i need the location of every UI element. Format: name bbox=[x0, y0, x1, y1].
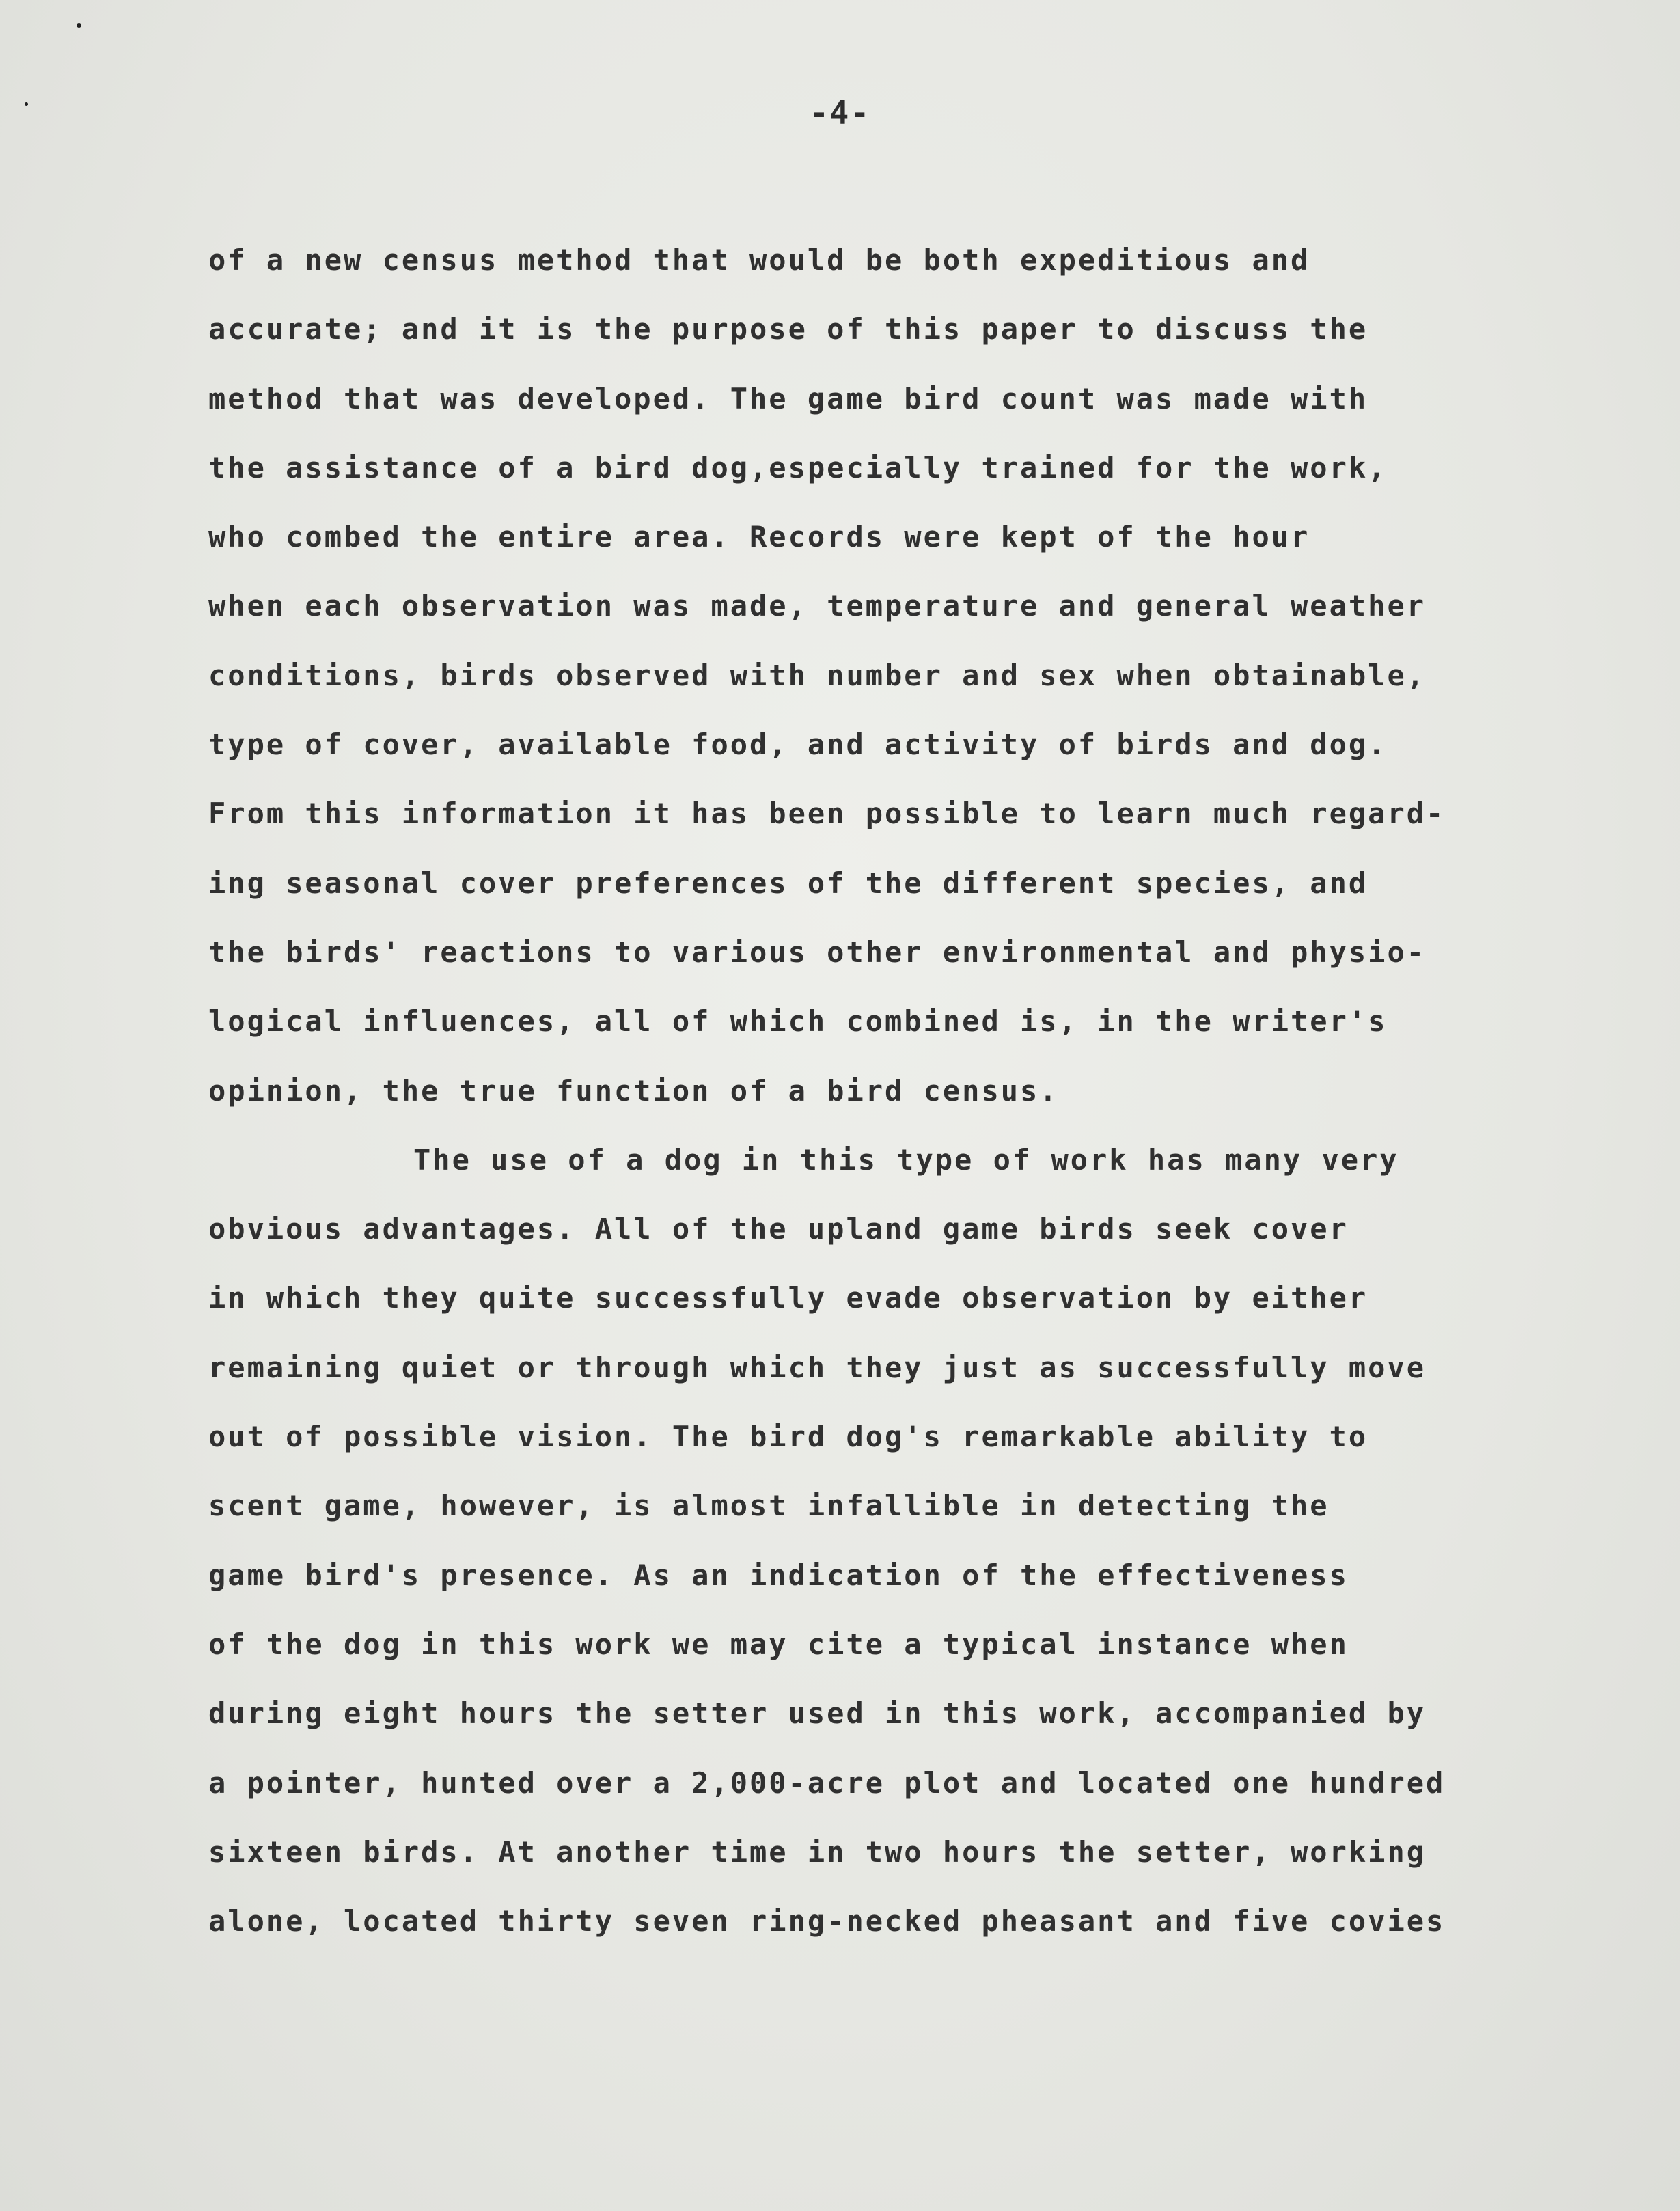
text-line: sixteen birds. At another time in two hours the setter, working bbox=[208, 1835, 1427, 1869]
text-line: during eight hours the setter used in this work, accompanied by bbox=[208, 1697, 1427, 1731]
text-line: logical influences, all of which combined is, in the writer's bbox=[208, 1004, 1388, 1039]
text-line: when each observation was made, temperature and general weather bbox=[208, 589, 1427, 623]
text-line: conditions, birds observed with number and sex when obtainable, bbox=[208, 658, 1427, 692]
text-line: of a new census method that would be both expeditious and bbox=[208, 243, 1310, 277]
text-line: method that was developed. The game bird count was made with bbox=[208, 381, 1368, 415]
text-line: accurate; and it is the purpose of this paper to discuss the bbox=[208, 312, 1368, 346]
text-line: the assistance of a bird dog,especially trained for the work, bbox=[208, 450, 1388, 484]
text-line: alone, located thirty seven ring-necked pheasant and five covies bbox=[208, 1904, 1446, 1938]
text-line: of the dog in this work we may cite a typical instance when bbox=[208, 1627, 1349, 1661]
text-line: ing seasonal cover preferences of the different species, and bbox=[208, 866, 1368, 900]
text-line: game bird's presence. As an indication of the effectiveness bbox=[208, 1558, 1349, 1592]
text-line: in which they quite successfully evade observation by either bbox=[208, 1281, 1368, 1315]
text-line: who combed the entire area. Records were kept of the hour bbox=[208, 520, 1310, 554]
text-line: obvious advantages. All of the upland game birds seek cover bbox=[208, 1212, 1349, 1246]
paragraph-first-line: The use of a dog in this type of work has many very bbox=[413, 1142, 1399, 1177]
page-number: -4- bbox=[809, 94, 871, 131]
text-line: remaining quiet or through which they just as successfully move bbox=[208, 1350, 1427, 1384]
text-line: a pointer, hunted over a 2,000-acre plot and located one hundred bbox=[208, 1766, 1446, 1800]
text-line: scent game, however, is almost infallible in detecting the bbox=[208, 1489, 1330, 1523]
text-line: From this information it has been possible to learn much regard- bbox=[208, 797, 1446, 831]
text-line: the birds' reactions to various other environmental and physio- bbox=[208, 935, 1427, 969]
body-text bbox=[208, 225, 1575, 1955]
ink-speck bbox=[77, 23, 81, 28]
text-line: opinion, the true function of a bird census. bbox=[208, 1073, 1059, 1108]
text-line: type of cover, available food, and activity of birds and dog. bbox=[208, 728, 1388, 762]
text-line: out of possible vision. The bird dog's remarkable ability to bbox=[208, 1420, 1368, 1454]
